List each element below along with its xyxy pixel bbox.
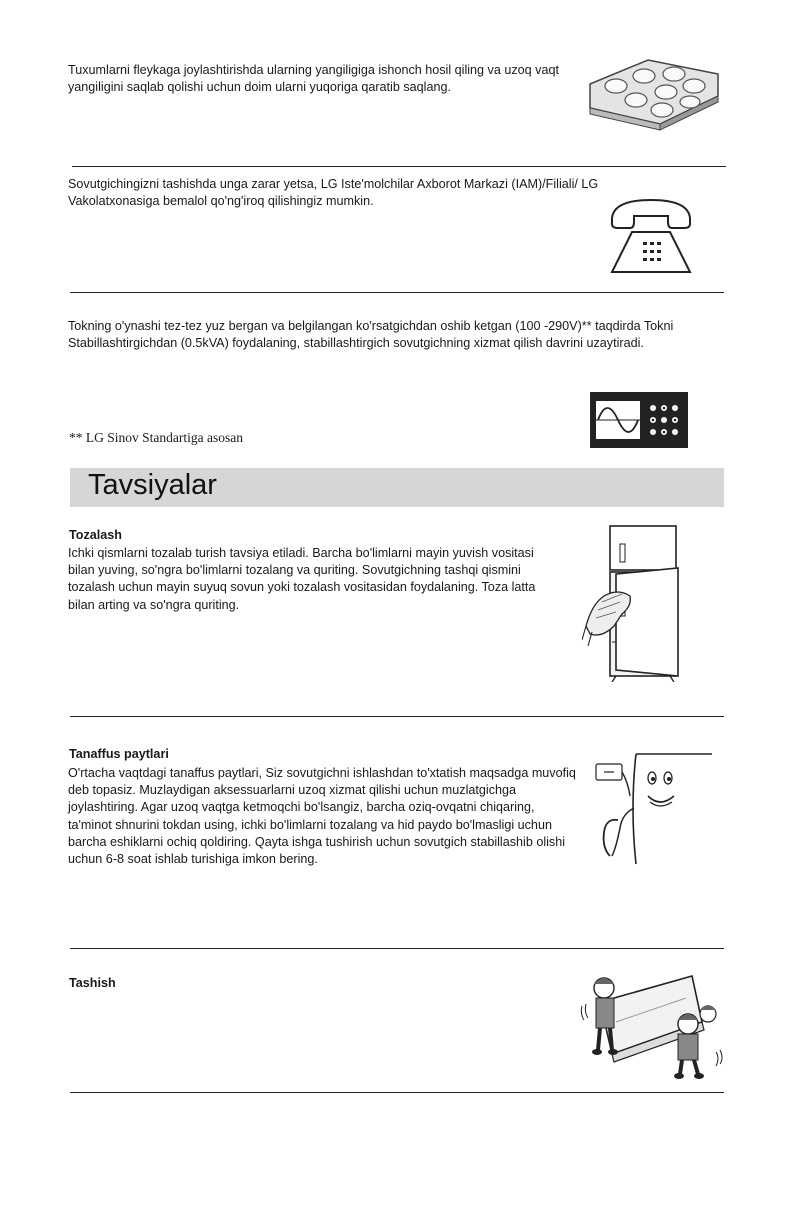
vacation-text: O'rtacha vaqtdagi tanaffus paytlari, Siz sovutgichni ishlashdan to'xtatish maqsadga muvofiq deb topasiz. Muzlaydigan aksessuarlarni uzoq xizmat qilishi uchun muzlatgichga joylashtiring. Agar uzoq vaqtga ketmoqchi bo'lsangiz, barcha oziq-ovqatni chiqaring, ta'minot shnurini tokdan using, ichki bo'limlarni tozalang va hid paydo bo'lmasligi uchun barcha eshiklarni ochiq qoldiring. Qayta ishga tushirish uchun sovutgich stabillashib olishi uchun 6-8 soat ishlab turishiga imkon bering. xyxy=(68,766,576,867)
vacation-heading: Tanaffus paytlari xyxy=(69,747,169,761)
refrigerator-cleaning-icon xyxy=(582,522,690,682)
service-text: Sovutgichingizni tashishda unga zarar yetsa, LG Iste'molchilar Axborot Markazi (IAM)/Filiali/ LG Vakolatxonasiga bemalol qo'ng'iroq qilishingiz mumkin. xyxy=(68,177,599,209)
divider xyxy=(70,948,724,949)
section-banner xyxy=(70,468,724,507)
banner-title: Tavsiyalar xyxy=(88,469,217,501)
moving-heading: Tashish xyxy=(69,976,116,990)
footnote: ** LG Sinov Standartiga asosan xyxy=(69,430,243,445)
voltage-stabilizer-icon xyxy=(590,392,688,448)
divider xyxy=(70,1092,724,1093)
telephone-icon xyxy=(606,196,696,276)
divider xyxy=(72,166,726,167)
cleaning-heading: Tozalash xyxy=(69,528,122,542)
divider xyxy=(70,292,724,293)
divider xyxy=(70,716,724,717)
egg-tray-icon xyxy=(586,52,722,132)
eggs-text: Tuxumlarni fleykaga joylashtirishda ularning yangiligiga ishonch hosil qiling va uzoq vaqt yangiligini saqlab qolishi uchun doim ularni yuqoriga qaratib saqlang. xyxy=(68,63,559,95)
stabilizer-text: Tokning o'ynashi tez-tez yuz bergan va belgilangan ko'rsatgichdan oshib ketgan (100 -290V)** taqdirda Tokni Stabillashtirgichdan (0.5kVA) foydalaning, stabillashtirgich sovutgichning xizmat qilish davrini uzaytiradi. xyxy=(68,319,674,351)
unplugged-fridge-icon xyxy=(592,748,714,868)
workers-carrying-fridge-icon xyxy=(576,962,726,1082)
cleaning-text: Ichki qismlarni tozalab turish tavsiya etiladi. Barcha bo'limlarni mayin yuvish vositasi bilan yuving, so'ngra bo'limlarni tozalang va quriting. Sovutgichning tashqi qismini tozalash uchun mayin suyuq sovun yoki tozalash vositasidan foydalaning. Toza latta bilan arting va so'ngra quriting. xyxy=(68,546,536,612)
